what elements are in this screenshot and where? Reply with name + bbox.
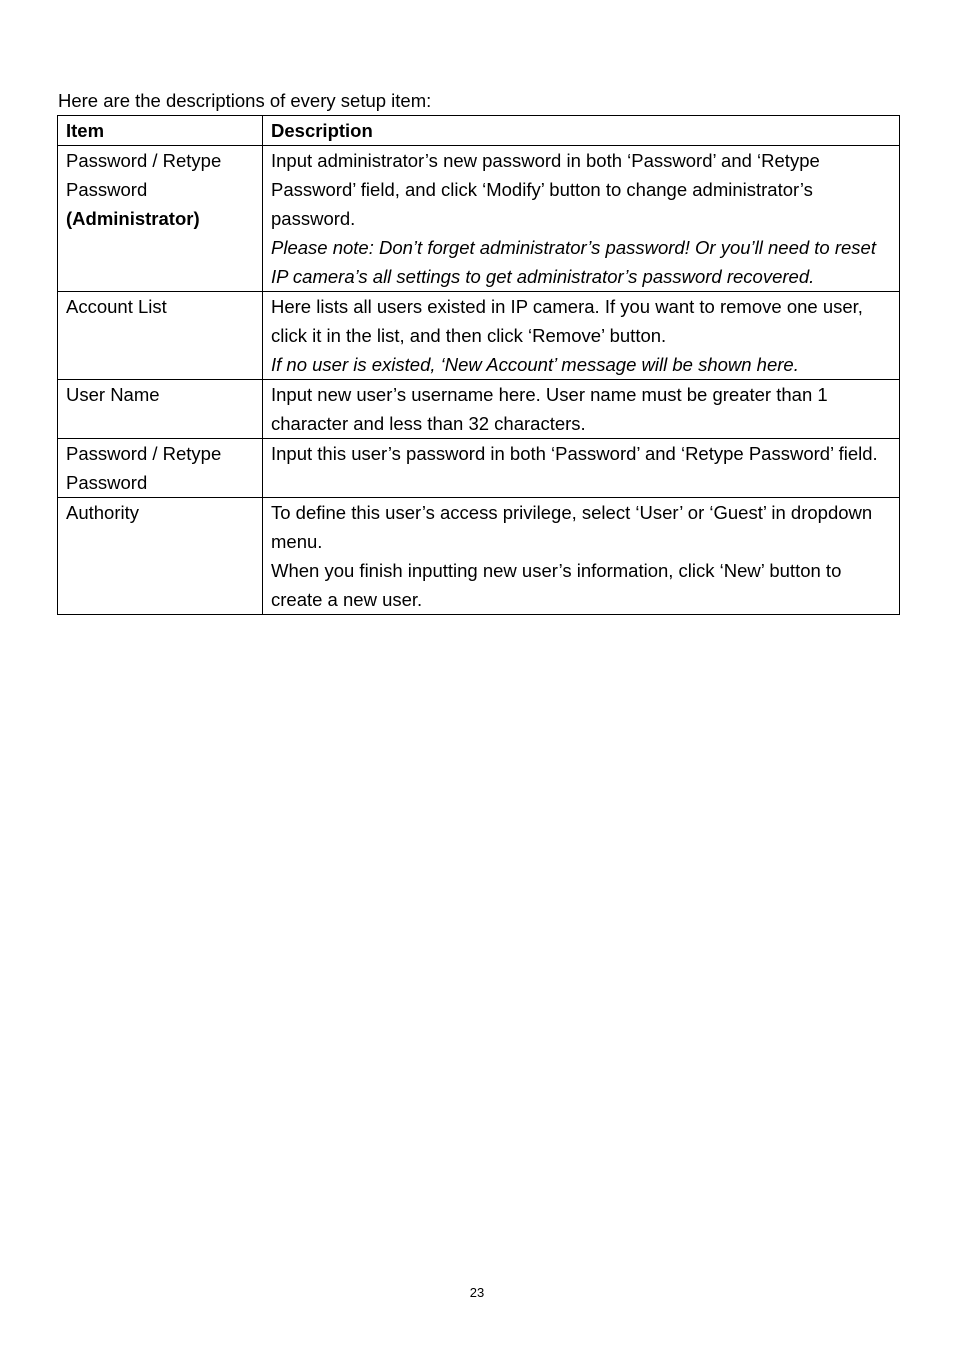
item-label: User Name [66,384,160,405]
intro-text: Here are the descriptions of every setup item: [58,90,432,111]
description-text: Here lists all users existed in IP camera. If you want to remove one user, click it in the list, and then click ‘Remove’ button. [271,296,863,346]
setup-items-table [57,115,900,615]
item-label: Password / Retype [66,150,222,171]
table-row [58,292,900,380]
header-description: Description [263,116,900,146]
description-cell [263,292,900,380]
description-text: To define this user’s access privilege, select ‘User’ or ‘Guest’ in dropdown menu. [271,502,873,552]
item-label: Authority [66,502,140,523]
description-cell [263,498,900,615]
description-text: When you finish inputting new user’s information, click ‘New’ button to create a new user. [271,560,842,610]
table-row [58,146,900,292]
item-cell [58,146,263,292]
description-text: Input new user’s username here. User name must be greater than 1 character and less than 32 characters. [271,384,828,434]
item-label: Password / Retype [66,443,222,464]
table-row [58,380,900,439]
item-cell [58,498,263,615]
description-cell [263,439,900,498]
header-item: Item [58,116,263,146]
page-number: 23 [469,1285,485,1300]
item-label: Password [66,179,148,200]
item-label: Account List [66,296,167,317]
table-row [58,439,900,498]
description-text: Input this user’s password in both ‘Password’ and ‘Retype Password’ field. [271,443,878,464]
item-cell [58,380,263,439]
item-label-bold: (Administrator) [66,208,200,229]
description-cell [263,146,900,292]
item-cell [58,292,263,380]
item-label: Password [66,472,148,493]
description-cell [263,380,900,439]
table-row [58,498,900,615]
table-header-row [58,116,900,146]
description-note: If no user is existed, ‘New Account’ message will be shown here. [271,354,799,375]
description-note: Please note: Don’t forget administrator’s password! Or you’ll need to reset IP camera’s all settings to get administrator’s password recovered. [271,237,876,287]
description-text: Input administrator’s new password in both ‘Password’ and ‘Retype Password’ field, and click ‘Modify’ button to change administrator’s password. [271,150,820,229]
item-cell [58,439,263,498]
